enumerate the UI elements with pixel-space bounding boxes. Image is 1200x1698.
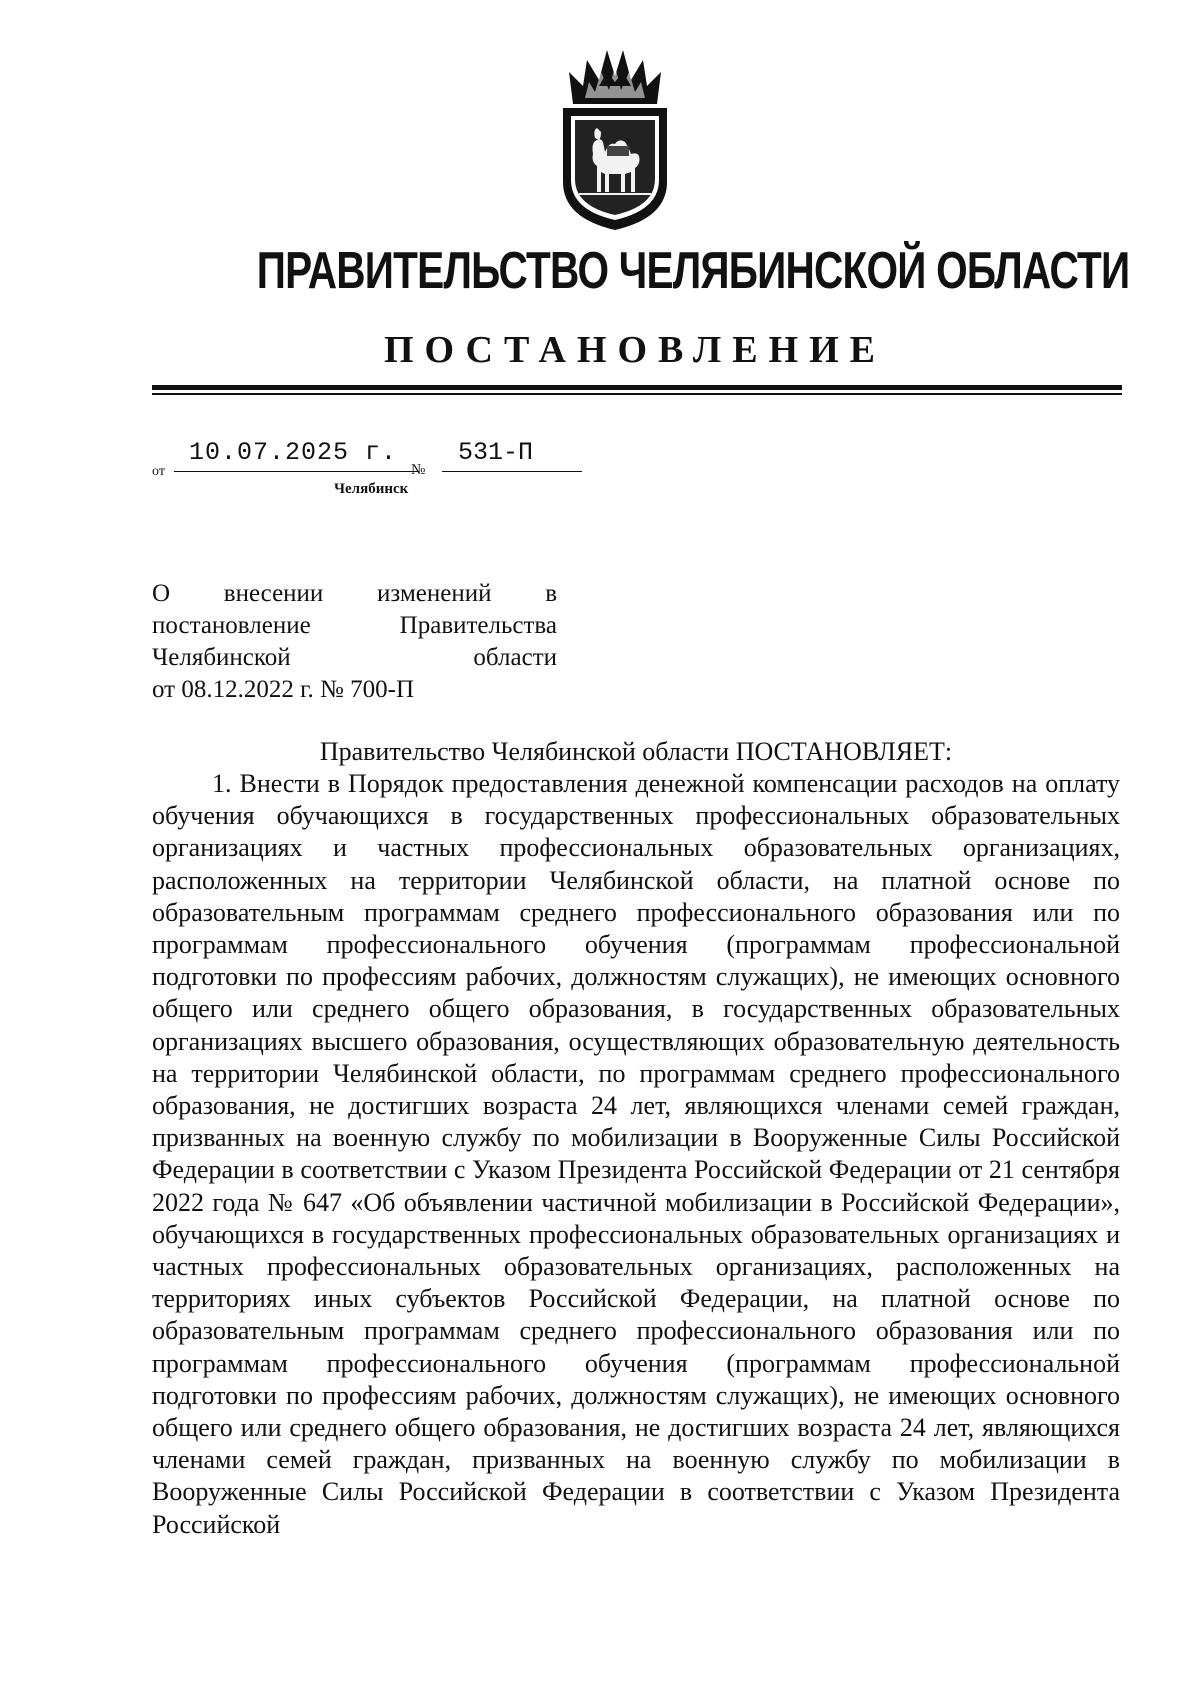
- document-subject: [152, 578, 557, 706]
- number-label: №: [411, 462, 426, 478]
- subject-line: О внесении изменений в: [152, 580, 557, 607]
- header-divider-thick: [152, 385, 1122, 390]
- document-body: [152, 768, 1120, 1541]
- subject-line: от 08.12.2022 г. № 700-П: [152, 676, 415, 703]
- chelyabinsk-coat-of-arms-icon: [555, 42, 675, 232]
- subject-line: постановление Правительства: [152, 612, 557, 639]
- date-underline: [174, 471, 419, 472]
- document-number: 531-П: [458, 438, 534, 467]
- document-kind: ПОСТАНОВЛЕНИЕ: [383, 329, 887, 371]
- preamble: Правительство Челябинской области ПОСТАНОВЛЯЕТ:: [319, 737, 953, 766]
- document-date: 10.07.2025 г.: [189, 438, 398, 467]
- city-name: Челябинск: [334, 481, 409, 497]
- document-meta: [152, 438, 602, 478]
- number-underline: [442, 471, 582, 472]
- header-divider-thin: [152, 393, 1122, 395]
- subject-line: Челябинской области: [152, 644, 557, 671]
- paragraph-1: 1. Внести в Порядок предоставления денежной компенсации расходов на оплату обучения обучающихся в государственных профессиональных образовательных организациях и частных профессиональных образовательных организациях, расположенных на территории Челябинской области, на платной основе по образовательным программам среднего профессионального образования или по программам профессионального обучения (программам профессиональной подготовки по профессиям рабочих, должностям служащих), не имеющих основного общего или среднего общего образования, в государственных образовательных организациях высшего образования, осуществляющих образовательную деятельность на территории Челябинской области, по программам среднего профессионального образования, не достигших возраста 24 лет, являющихся членами семей граждан, призванных на военную службу по мобилизации в Вооруженные Силы Российской Федерации в соответствии с Указом Президента Российской Федерации от 21 сентября 2022 года № 647 «Об объявлении частичной мобилизации в Российской Федерации», обучающихся в государственных профессиональных образовательных организациях и частных профессиональных образовательных организациях, расположенных на территориях иных субъектов Российской Федерации, на платной основе по образовательным программам среднего профессионального образования или по программам профессионального обучения (программам профессиональной подготовки по профессиям рабочих, должностям служащих), не имеющих основного общего или среднего общего образования, не достигших возраста 24 лет, являющихся членами семей граждан, призванных на военную службу по мобилизации в Вооруженные Силы Российской Федерации в соответствии с Указом Президента Российской: [152, 769, 1120, 1539]
- organization-title: ПРАВИТЕЛЬСТВО ЧЕЛЯБИНСКОЙ ОБЛАСТИ: [256, 242, 1130, 300]
- from-label: от: [152, 464, 165, 479]
